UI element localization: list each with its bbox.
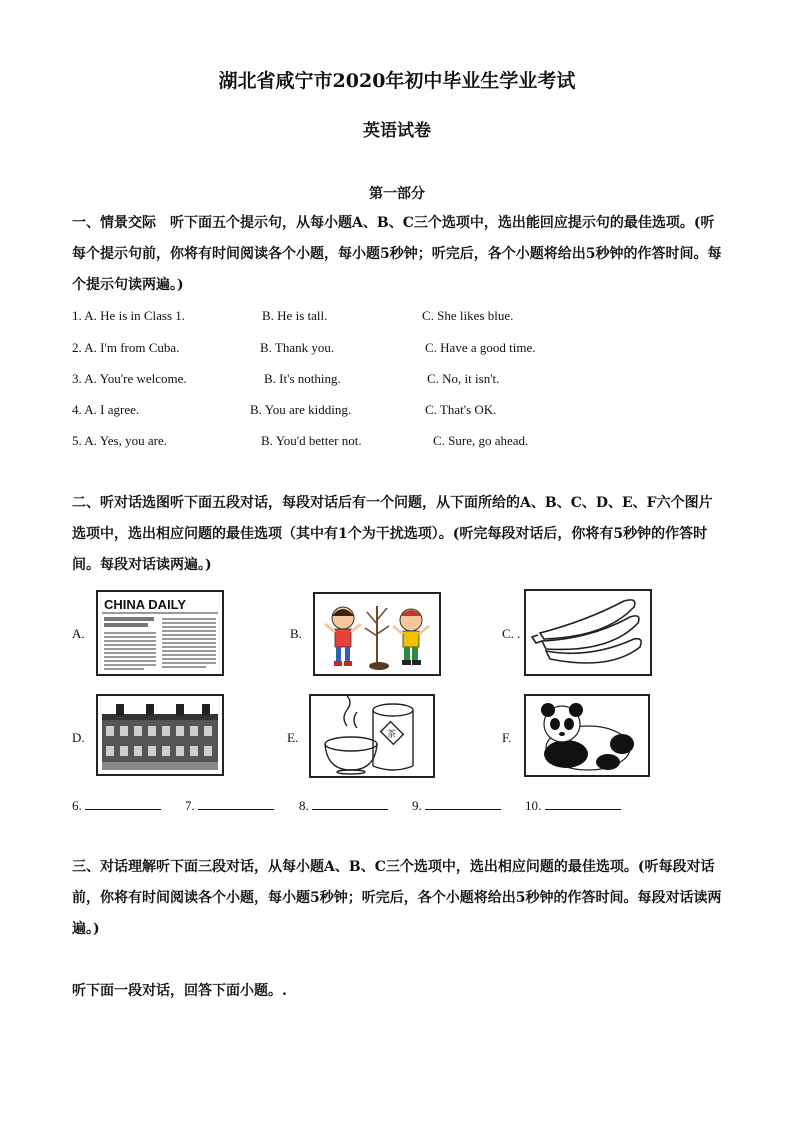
answer-number: 8. <box>299 798 309 813</box>
q3-option-a[interactable]: 3. A. You're welcome. <box>72 371 187 386</box>
answer-blank-8[interactable] <box>299 797 388 814</box>
tea-picture[interactable] <box>309 694 435 778</box>
newspaper-picture[interactable] <box>96 590 224 676</box>
tree-planting-picture[interactable] <box>313 592 441 676</box>
q3-option-b[interactable]: B. It's nothing. <box>264 371 341 386</box>
page-subtitle: 英语试卷 <box>363 121 431 141</box>
page-title: 湖北省咸宁市2020年初中毕业生学业考试 <box>218 70 576 92</box>
q5-option-c[interactable]: C. Sure, go ahead. <box>433 433 529 448</box>
q5-option-b[interactable]: B. You'd better not. <box>261 433 362 448</box>
part-heading: 第一部分 <box>369 186 425 202</box>
picture-label-a: A. <box>72 626 85 641</box>
section3-instructions: 三、对话理解听下面三段对话，从每小题A、B、C三个选项中，选出相应问题的最佳选项。(听每段对话前，你将有时间阅读各个小题，每小题5秒钟；听完后，各个小题将给出5秒钟的作答时间。每段对话读两遍。) <box>72 859 722 937</box>
q2-option-b[interactable]: B. Thank you. <box>260 340 335 355</box>
answer-blank-10[interactable] <box>525 797 621 814</box>
section2-instructions: 二、听对话选图听下面五段对话，每段对话后有一个问题，从下面所给的A、B、C、D、E、F六个图片选项中，选出相应问题的最佳选项（其中有1个为干扰选项）。(听完每段对话后，你将有5秒钟的作答时间。每段对话读两遍。) <box>72 495 713 573</box>
panda-picture[interactable] <box>524 694 650 777</box>
q2-option-c[interactable]: C. Have a good time. <box>425 340 536 355</box>
answer-number: 6. <box>72 798 82 813</box>
picture-label-f: F. <box>502 730 512 745</box>
picture-label-b: B. <box>290 626 302 641</box>
picture-label-d: D. <box>72 730 85 745</box>
q1-option-b[interactable]: B. He is tall. <box>262 308 328 323</box>
section3-dialogue-instruction: 听下面一段对话，回答下面小题。. <box>72 983 287 999</box>
bananas-picture[interactable] <box>524 589 652 676</box>
answer-blank-6[interactable] <box>72 797 161 814</box>
tea-jar-glyph: 茶 <box>387 730 397 740</box>
answer-number: 9. <box>412 798 422 813</box>
q4-option-b[interactable]: B. You are kidding. <box>250 402 352 417</box>
answer-number: 7. <box>185 798 195 813</box>
q2-option-a[interactable]: 2. A. I'm from Cuba. <box>72 340 180 355</box>
picture-label-c: C. . <box>502 626 521 641</box>
q1-option-a[interactable]: 1. A. He is in Class 1. <box>72 308 186 323</box>
q4-option-a[interactable]: 4. A. I agree. <box>72 402 140 417</box>
q5-option-a[interactable]: 5. A. Yes, you are. <box>72 433 167 448</box>
q3-option-c[interactable]: C. No, it isn't. <box>427 371 500 386</box>
answer-blank-7[interactable] <box>185 797 274 814</box>
answer-blank-9[interactable] <box>412 797 501 814</box>
answer-number: 10. <box>525 798 542 813</box>
q4-option-c[interactable]: C. That's OK. <box>425 402 497 417</box>
q1-option-c[interactable]: C. She likes blue. <box>422 308 514 323</box>
newspaper-masthead: CHINA DAILY <box>104 597 187 612</box>
section1-instructions: 一、情景交际 听下面五个提示句，从每小题A、B、C三个选项中，选出能回应提示句的最佳选项。(听每个提示句前，你将有时间阅读各个小题，每小题5秒钟；听完后，各个小题将给出5秒钟的作答时间。每个提示句读两遍。) <box>72 215 722 293</box>
buildings-picture[interactable] <box>96 694 224 776</box>
picture-label-e: E. <box>287 730 299 745</box>
